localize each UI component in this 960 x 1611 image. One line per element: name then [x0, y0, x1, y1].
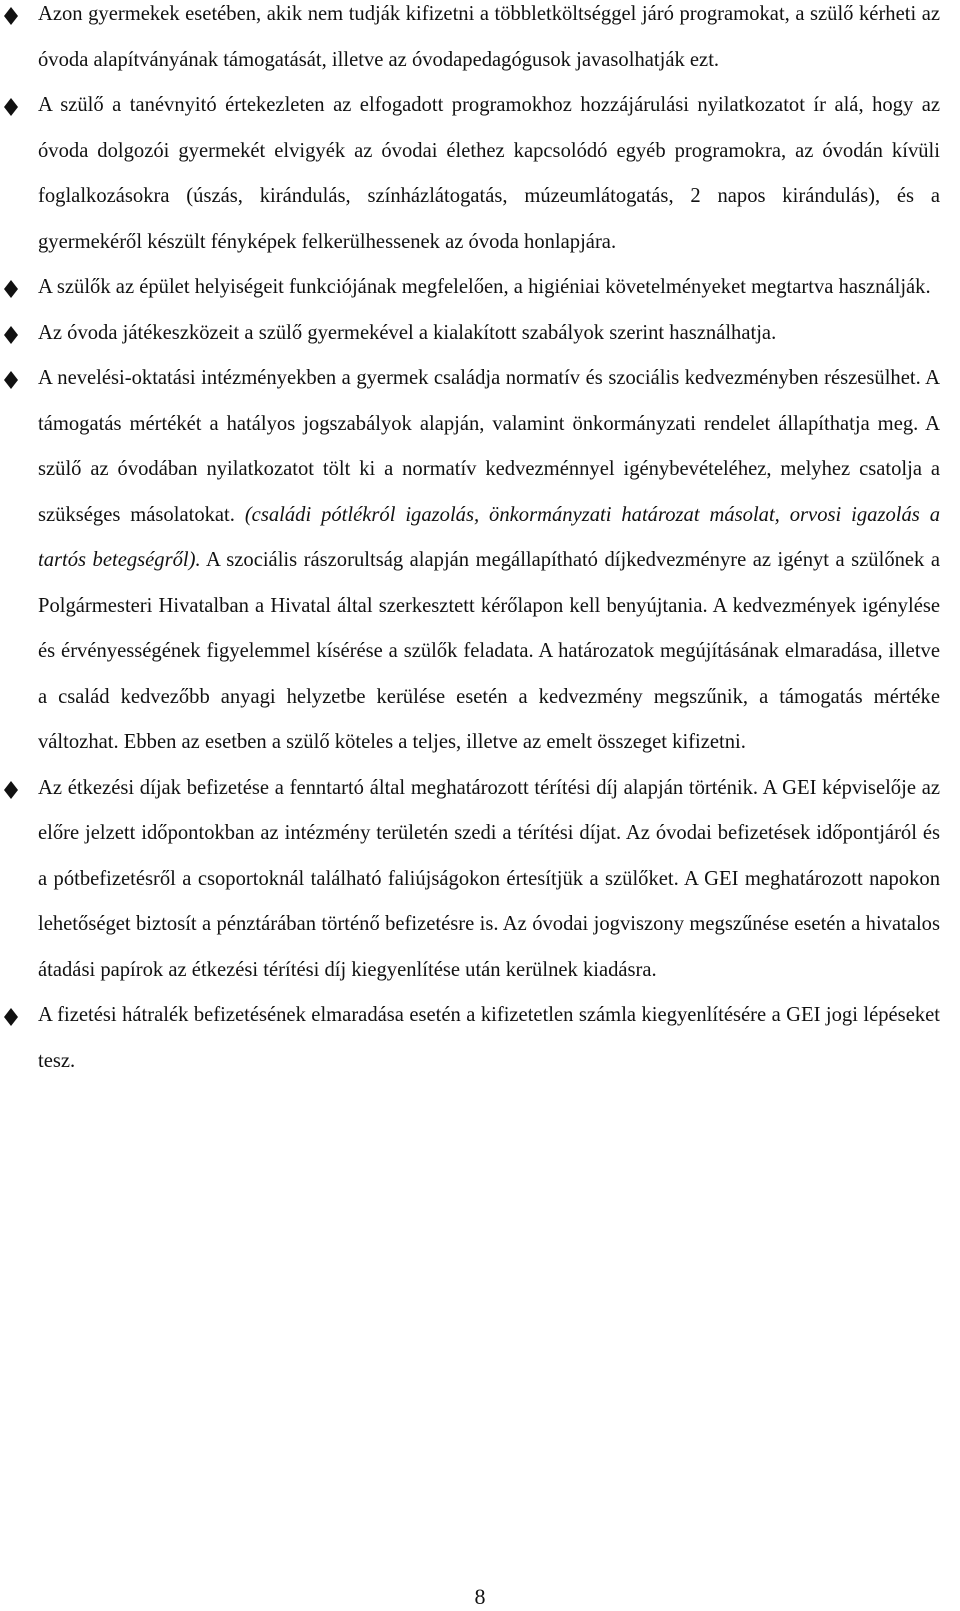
diamond-bullet-icon	[3, 97, 19, 117]
list-item	[0, 0, 960, 83]
list-item-text: A fizetési hátralék befizetésének elmaradása esetén a kifizetetlen számla kiegyenlítésére a GEI jogi lépéseket tesz.	[38, 1004, 940, 1072]
list-item-text: Azon gyermekek esetében, akik nem tudják kifizetni a többletköltséggel járó programokat, a szülő kérheti az óvoda alapítványának támogatását, illetve az óvodapedagógusok javasolhatják ezt.	[38, 3, 940, 71]
diamond-bullet-icon	[3, 780, 19, 800]
diamond-bullet-icon	[3, 1007, 19, 1027]
list-item-italic-note: (családi pótlékról igazolás, önkormányzati határozat másolat, orvosi igazolás a tartós betegségről).	[38, 503, 940, 571]
list-item	[0, 311, 960, 357]
diamond-bullet-icon	[3, 279, 19, 299]
list-item-text-part1: A nevelési-oktatási intézményekben a gyermek családja normatív és szociális kedvezményben részesülhet. A támogatás mértékét a hatályos jogszabályok alapján, valamint önkormányzati rendelet állapíthatja meg. A szülő az óvodában nyilatkozatot tölt ki a normatív kedvezménnyel igénybevételéhez, melyhez csatolja a szükséges másolatokat.	[38, 367, 940, 526]
list-item	[0, 83, 960, 265]
page-number: 8	[474, 1584, 486, 1609]
list-item	[0, 766, 960, 994]
diamond-bullet-icon	[3, 325, 19, 345]
list-item	[0, 356, 960, 766]
list-item-text: A szülők az épület helyiségeit funkciójának megfelelően, a higiéniai követelményeket megtartva használják.	[38, 276, 931, 298]
list-item-text-part2: A szociális rászorultság alapján megállapítható díjkedvezményre az igényt a szülőnek a Polgármesteri Hivatalban a Hivatal által szerkesztett kérőlapon kell benyújtania. A kedvezmények igénylése és érvényességének figyelemmel kísérése a szülők feladata. A határozatok megújításának elmaradása, illetve a család kedvezőbb anyagi helyzetbe kerülése esetén a kedvezmény megszűnik, a támogatás mértéke változhat. Ebben az esetben a szülő köteles a teljes, illetve az emelt összeget kifizetni.	[38, 549, 940, 753]
list-item	[0, 993, 960, 1084]
diamond-bullet-icon	[3, 6, 19, 26]
list-item-text: Az óvoda játékeszközeit a szülő gyermekével a kialakított szabályok szerint használhatja.	[38, 321, 777, 344]
list-item-text: A szülő a tanévnyitó értekezleten az elfogadott programokhoz hozzájárulási nyilatkozatot ír alá, hogy az óvoda dolgozói gyermekét elvigyék az óvodai élethez kapcsolódó egyéb programokra, az óvodán kívüli foglalkozásokra (úszás, kirándulás, színházlátogatás, múzeumlátogatás, 2 napos kirándulás), és a gyermekéről készült fényképek felkerülhessenek az óvoda honlapjára.	[38, 94, 940, 253]
list-item	[0, 265, 960, 311]
list-item-text: Az étkezési díjak befizetése a fenntartó által meghatározott térítési díj alapján történik. A GEI képviselője az előre jelzett időpontokban az intézmény területén szedi a térítési díjat. Az óvodai befizetések időpontjáról és a pótbefizetésről a csoportoknál található faliújságokon értesítjük a szülőket. A GEI meghatározott napokon lehetőséget biztosít a pénztárában történő befizetésre is. Az óvodai jogviszony megszűnése esetén a hivatalos átadási papírok az étkezési térítési díj kiegyenlítése után kerülnek kiadásra.	[38, 776, 940, 981]
diamond-bullet-icon	[3, 370, 19, 390]
